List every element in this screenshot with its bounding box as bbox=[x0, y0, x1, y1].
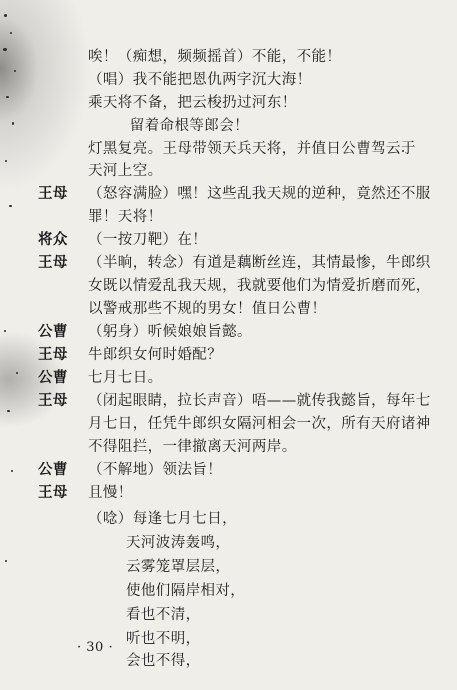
speaker-wangmu: 王母 bbox=[38, 254, 68, 271]
scan-speck bbox=[11, 470, 13, 472]
scan-speck bbox=[6, 96, 9, 98]
scan-speck bbox=[14, 70, 16, 72]
text-line: 留着命根等郎会！ bbox=[100, 118, 249, 134]
text-line: 唉！（痴想，频频摇首）不能，不能！ bbox=[88, 49, 342, 65]
speaker-wangmu: 王母 bbox=[38, 392, 68, 409]
text-line: 女既以情爱乱我天规，我就要他们为情爱折磨而死， bbox=[88, 278, 431, 294]
speaker-wangmu: 王母 bbox=[38, 185, 68, 202]
scan-speck bbox=[12, 122, 14, 125]
scan-speck bbox=[3, 48, 7, 51]
verse-line: 云雾笼罩层层， bbox=[126, 559, 231, 575]
text-line: 且慢！ bbox=[88, 485, 133, 501]
text-line: 乘天将不备，把云梭扔过河东！ bbox=[88, 95, 297, 111]
scan-speck bbox=[4, 14, 7, 17]
speaker-wangmu: 王母 bbox=[38, 346, 68, 363]
text-line: 罪！天将！ bbox=[88, 209, 163, 225]
scan-speck bbox=[9, 205, 12, 207]
page-number: · 30 · bbox=[77, 640, 114, 655]
scan-speck bbox=[16, 372, 18, 374]
speaker-gongcao: 公曹 bbox=[38, 369, 68, 386]
text-line: （怒容满脸）嘿！这些乱我天规的逆种，竟然还不服 bbox=[88, 186, 431, 202]
text-line: （躬身）听候娘娘旨懿。 bbox=[88, 324, 252, 340]
scan-speck bbox=[7, 410, 10, 412]
verse-line: 会也不得， bbox=[126, 653, 201, 669]
speaker-gongcao: 公曹 bbox=[38, 461, 68, 478]
text-line: （半晌，转念）有道是藕断丝连，其情最惨，牛郎织 bbox=[88, 255, 431, 271]
verse-line: 天河波涛轰鸣， bbox=[126, 535, 231, 551]
text-line: 天河上空。 bbox=[88, 163, 163, 179]
verse-line: 看也不清， bbox=[126, 607, 201, 623]
scan-speck bbox=[10, 32, 12, 34]
scan-speck bbox=[4, 330, 6, 332]
speaker-gongcao: 公曹 bbox=[38, 323, 68, 340]
verse-line: 使他们隔岸相对， bbox=[126, 583, 246, 599]
text-line: 灯黑复亮。王母带领天兵天将，并值日公曹驾云于 bbox=[88, 141, 416, 157]
scan-speck bbox=[5, 560, 7, 562]
text-line: （唸）每逢七月七日， bbox=[88, 511, 237, 527]
text-line: 不得阻拦，一律撤离天河两岸。 bbox=[88, 439, 297, 455]
speaker-jiangzhong: 将众 bbox=[38, 231, 68, 248]
text-line: （不解地）领法旨！ bbox=[88, 462, 223, 478]
text-line: 七月七日。 bbox=[88, 370, 163, 386]
text-line: 牛郎织女何时婚配？ bbox=[88, 347, 223, 363]
text-line: （唱）我不能把恩仇两字沉大海！ bbox=[88, 72, 312, 88]
text-line: 月七日，任凭牛郎织女隔河相会一次，所有天府诸神 bbox=[88, 416, 431, 432]
scan-speck bbox=[5, 160, 7, 162]
speaker-wangmu: 王母 bbox=[38, 484, 68, 501]
verse-line: 听也不明， bbox=[126, 631, 201, 647]
text-line: （闭起眼睛，拉长声音）唔——就传我懿旨，每年七 bbox=[88, 393, 431, 409]
text-line: （一按刀靶）在！ bbox=[88, 232, 208, 248]
text-line: 以警戒那些不规的男女！值日公曹！ bbox=[88, 301, 327, 317]
